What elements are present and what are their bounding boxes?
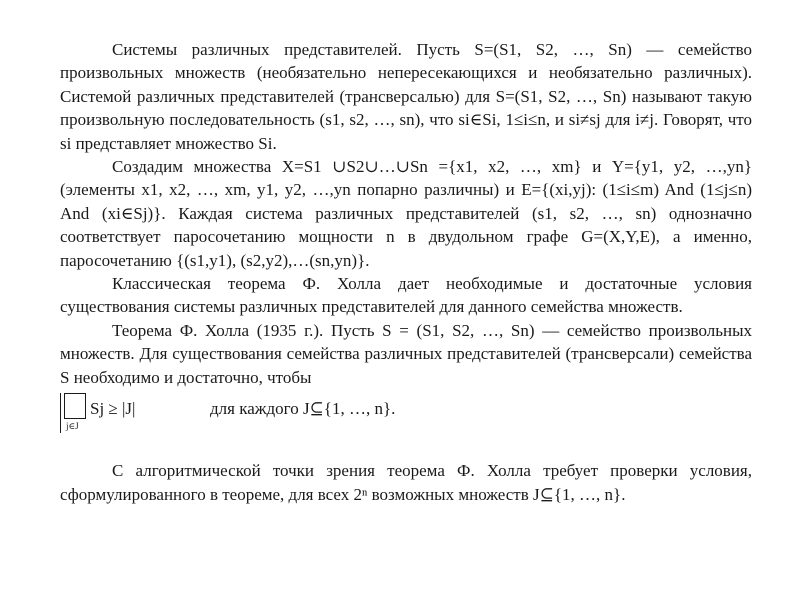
union-symbol-box: [64, 393, 86, 419]
abs-bar-left: [60, 393, 61, 433]
formula-expression: Sj ≥ |J|: [90, 399, 136, 419]
paragraph-definition: Системы различных представителей. Пусть S=(S1, S2, …, Sn) — семейство произвольных множеств (необязательно непересекающихся и необязательно различных). Системой различных представителей (трансверсалью) для S=(S1, S2, …, Sn) называют такую произвольную последовательность (s1, s2, …, sn), что si∈Si, 1≤i≤n, и si≠sj для i≠j. Говорят, что si представляет множество Si.: [60, 40, 752, 153]
spacer: [60, 441, 752, 459]
hall-condition-formula: [60, 391, 752, 437]
paragraph-algorithmic-remark: С алгоритмической точки зрения теорема Ф. Холла требует проверки условия, сформулированного в теореме, для всех 2ⁿ возможных множеств J⊆{1, …, n}.: [60, 461, 752, 504]
union-subscript: j∈J: [66, 421, 79, 432]
paragraph-hall-intro: Классическая теорема Ф. Холла дает необходимые и достаточные условия существования системы различных представителей для данного семейства множеств.: [60, 274, 752, 317]
paragraph-hall-theorem: Теорема Ф. Холла (1935 г.). Пусть S = (S1, S2, …, Sn) — семейство произвольных множеств. Для существования семейства различных представителей (трансверсали) семейства S необходимо и достаточно, чтобы: [60, 320, 752, 387]
formula-quantifier: для каждого J⊆{1, …, n}.: [210, 399, 396, 419]
paragraph-bipartite-construction: Создадим множества X=S1 ∪S2∪…∪Sn ={x1, x2, …, xm} и Y={y1, y2, …,yn} (элементы x1, x2, …, xm, y1, y2, …,yn попарно различны) и E={(xi,yj): (1≤i≤m) And (1≤j≤n) And (xi∈Sj)}. Каждая система различных представителей (s1, s2, …, sn) однозначно соответствует паросочетанию мощности n в двудольном графе G=(X,Y,E), а именно, паросочетанию {(s1,y1), (s2,y2),…(sn,yn)}.: [60, 157, 752, 270]
document-body: [60, 38, 752, 506]
